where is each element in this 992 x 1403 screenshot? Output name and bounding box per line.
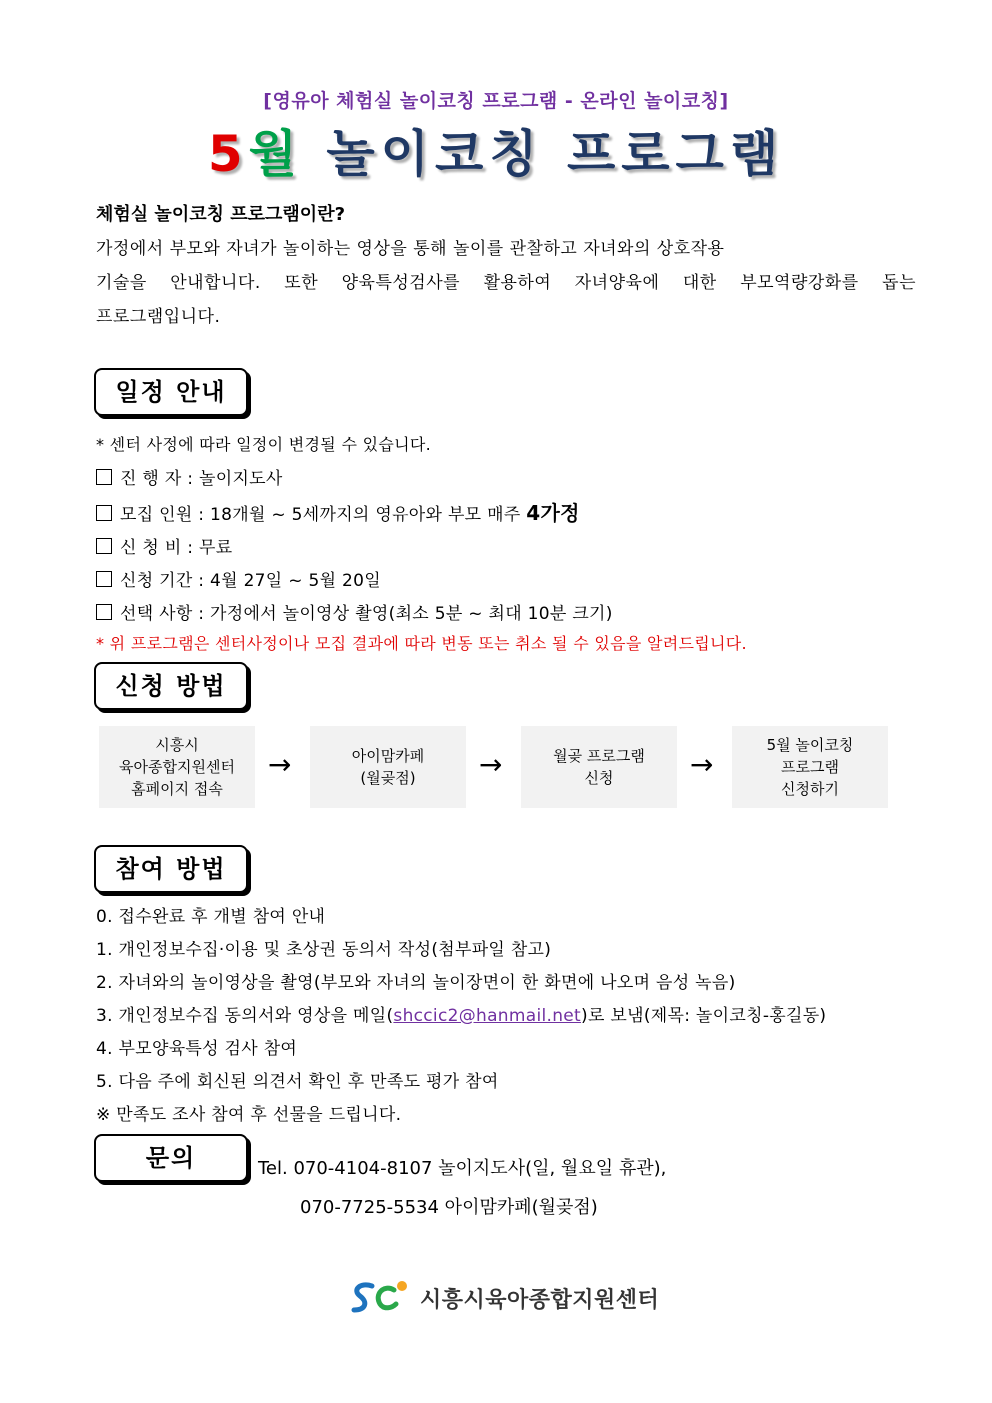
checkbox-icon bbox=[96, 604, 112, 620]
main-title bbox=[0, 114, 992, 186]
intro-line: 가정에서 부모와 자녀가 놀이하는 영상을 통해 놀이를 관찰하고 자녀와의 상호작용 bbox=[96, 239, 725, 259]
checkbox-icon bbox=[96, 505, 112, 521]
participate-item: 2. 자녀와의 놀이영상을 촬영(부모와 자녀의 놀이장면이 한 화면에 나오며 음성 녹음) bbox=[96, 973, 736, 993]
title-month: 월 bbox=[248, 125, 303, 183]
center-name: 시흥시육아종합지원센터 bbox=[420, 1287, 660, 1313]
participate-item: 1. 개인정보수집·이용 및 초상권 동의서 작성(첨부파일 참고) bbox=[96, 940, 552, 960]
email-link[interactable]: shccic2@hanmail.net bbox=[393, 1006, 582, 1026]
center-logo bbox=[350, 1278, 659, 1318]
participate-item: 5. 다음 주에 회신된 의견서 확인 후 만족도 평가 참여 bbox=[96, 1072, 499, 1092]
schedule-item: 신 청 비 : 무료 bbox=[96, 533, 232, 558]
intro-text bbox=[96, 232, 916, 334]
arrow-right-icon: → bbox=[268, 748, 292, 781]
intro-line: 기술을 안내합니다. 또한 양육특성검사를 활용하여 자녀양육에 대한 부모역량강화를 돕는 bbox=[96, 273, 916, 293]
schedule-warning: * 위 프로그램은 센터사정이나 모집 결과에 따라 변동 또는 취소 될 수 있음을 알려드립니다. bbox=[96, 634, 747, 653]
flow-step-apply: 5월 놀이코칭 프로그램 신청하기 bbox=[732, 726, 888, 808]
intro-line: 프로그램입니다. bbox=[96, 307, 221, 327]
subtitle: [영유아 체험실 놀이코칭 프로그램 - 온라인 놀이코칭] bbox=[263, 90, 729, 112]
apply-label: 신청 방법 bbox=[94, 662, 248, 710]
flow-step-homepage: 시흥시 육아종합지원센터 홈페이지 접속 bbox=[99, 726, 255, 808]
title-rest: 놀이코칭 프로그램 bbox=[302, 125, 785, 183]
flow-step-cafe: 아이맘카페 (월곶점) bbox=[310, 726, 466, 808]
checkbox-icon bbox=[96, 538, 112, 554]
schedule-item: 진 행 자 : 놀이지도사 bbox=[96, 464, 283, 489]
arrow-right-icon: → bbox=[479, 748, 503, 781]
participate-item: 0. 접수완료 후 개별 참여 안내 bbox=[96, 907, 326, 927]
arrow-right-icon: → bbox=[690, 748, 714, 781]
schedule-item: 선택 사항 : 가정에서 놀이영상 촬영(최소 5분 ~ 최대 10분 크기) bbox=[96, 599, 613, 624]
contact-label: 문의 bbox=[94, 1134, 248, 1182]
title-number: 5 bbox=[207, 125, 249, 183]
participate-label: 참여 방법 bbox=[94, 845, 248, 893]
checkbox-icon bbox=[96, 571, 112, 587]
participate-item: 3. 개인정보수집 동의서와 영상을 메일(shccic2@hanmail.net)로 보냄(제목: 놀이코칭-홍길동) bbox=[96, 1006, 827, 1026]
schedule-note: * 센터 사정에 따라 일정이 변경될 수 있습니다. bbox=[96, 435, 431, 454]
contact-line: 070-7725-5534 아이맘카페(월곶점) bbox=[300, 1197, 598, 1218]
schedule-item: 모집 인원 : 18개월 ~ 5세까지의 영유아와 부모 매주 4가정 bbox=[96, 497, 580, 526]
family-count: 4가정 bbox=[526, 501, 580, 525]
participate-item: ※ 만족도 조사 참여 후 선물을 드립니다. bbox=[96, 1105, 402, 1125]
schedule-label: 일정 안내 bbox=[94, 368, 248, 416]
sc-logo-icon bbox=[350, 1278, 412, 1318]
participate-item: 4. 부모양육특성 검사 참여 bbox=[96, 1039, 298, 1059]
schedule-item: 신청 기간 : 4월 27일 ~ 5월 20일 bbox=[96, 566, 381, 591]
checkbox-icon bbox=[96, 469, 112, 485]
intro-heading: 체험실 놀이코칭 프로그램이란? bbox=[96, 204, 346, 225]
flow-step-program: 월곶 프로그램 신청 bbox=[521, 726, 677, 808]
contact-line: Tel. 070-4104-8107 놀이지도사(일, 월요일 휴관), bbox=[258, 1158, 667, 1179]
